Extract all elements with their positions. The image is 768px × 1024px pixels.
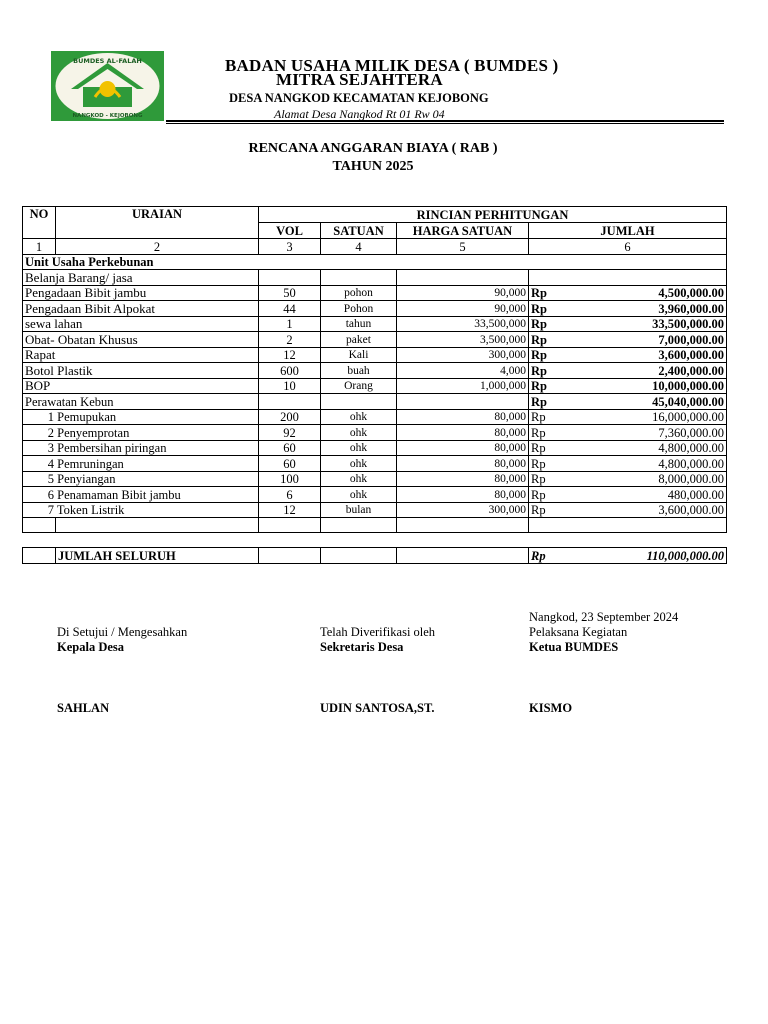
- table-row: [23, 409, 727, 425]
- item-satuan: paket: [321, 332, 397, 348]
- item-vol: 44: [259, 301, 321, 317]
- rp-label: Rp: [529, 548, 562, 564]
- rp-label: Rp: [529, 409, 562, 425]
- table-row: [23, 471, 727, 487]
- table-header-row: [23, 207, 727, 223]
- section-row: [23, 254, 727, 270]
- item-jumlah: 3,600,000.00: [562, 347, 727, 363]
- document-title: RENCANA ANGGARAN BIAYA ( RAB ): [248, 141, 498, 156]
- subitem-harga: 80,000: [397, 456, 529, 472]
- item-uraian: Botol Plastik: [23, 363, 259, 379]
- colnum: 1: [23, 239, 56, 255]
- bumdes-logo: [51, 51, 164, 121]
- item-harga: 90,000: [397, 301, 529, 317]
- right-role: Ketua BUMDES: [529, 640, 619, 654]
- item-jumlah: 7,000,000.00: [562, 332, 727, 348]
- village-name: DESA NANGKOD KECAMATAN KEJOBONG: [229, 91, 489, 105]
- item-vol: 1: [259, 316, 321, 332]
- org-subtitle: MITRA SEJAHTERA: [276, 70, 443, 89]
- item-uraian: Pengadaan Bibit jambu: [23, 285, 259, 301]
- item-uraian: Pengadaan Bibit Alpokat: [23, 301, 259, 317]
- item-uraian: Obat- Obatan Khusus: [23, 332, 259, 348]
- middle-role: Sekretaris Desa: [320, 640, 404, 654]
- item-jumlah: 33,500,000.00: [562, 316, 727, 332]
- subitem-vol: 60: [259, 456, 321, 472]
- col-jumlah: JUMLAH: [529, 223, 727, 239]
- item-satuan: Kali: [321, 347, 397, 363]
- subitem-satuan: ohk: [321, 471, 397, 487]
- item-jumlah: 4,500,000.00: [562, 285, 727, 301]
- table-row: [23, 440, 727, 456]
- item-uraian: Rapat: [23, 347, 259, 363]
- table-row: [23, 316, 727, 332]
- subitem-vol: 6: [259, 487, 321, 503]
- table-row: [23, 301, 727, 317]
- colnum: 6: [529, 239, 727, 255]
- subitem-harga: 80,000: [397, 409, 529, 425]
- rp-label: Rp: [529, 316, 562, 332]
- column-number-row: [23, 239, 727, 255]
- item-satuan: Pohon: [321, 301, 397, 317]
- item-harga: 33,500,000: [397, 316, 529, 332]
- item-jumlah: 3,960,000.00: [562, 301, 727, 317]
- subitem-satuan: ohk: [321, 456, 397, 472]
- table-row: [23, 487, 727, 503]
- col-uraian: URAIAN: [56, 207, 259, 239]
- table-row: [23, 456, 727, 472]
- table-row: [23, 285, 727, 301]
- subitem-satuan: ohk: [321, 425, 397, 441]
- subitem-no: 5: [47, 472, 54, 486]
- subitem-jumlah: 3,600,000.00: [562, 502, 727, 518]
- subitem-uraian: Penamaman Bibit jambu: [57, 487, 181, 502]
- rp-label: Rp: [529, 471, 562, 487]
- logo-text-bottom: NANGKOD - KEJOBONG: [72, 113, 143, 119]
- subitem-vol: 60: [259, 440, 321, 456]
- col-harga: HARGA SATUAN: [397, 223, 529, 239]
- subitem-uraian: Penyemprotan: [57, 425, 130, 440]
- rp-label: Rp: [529, 378, 562, 394]
- table-row: [23, 347, 727, 363]
- subitem-jumlah: 480,000.00: [562, 487, 727, 503]
- item-uraian: BOP: [23, 378, 259, 394]
- rp-label: Rp: [529, 285, 562, 301]
- subitem-no: 7: [47, 503, 54, 517]
- rp-label: Rp: [529, 394, 562, 410]
- subitem-harga: 80,000: [397, 487, 529, 503]
- item-jumlah: 10,000,000.00: [562, 378, 727, 394]
- left-role: Kepala Desa: [57, 640, 125, 654]
- middle-name: UDIN SANTOSA,ST.: [320, 701, 435, 715]
- subitem-no: 3: [47, 441, 54, 455]
- rab-table: [22, 206, 727, 564]
- colnum: 2: [56, 239, 259, 255]
- total-label: JUMLAH SELURUH: [56, 548, 259, 564]
- subitem-uraian: Token Listrik: [56, 503, 125, 517]
- table-row: [23, 425, 727, 441]
- subitem-uraian: Penyiangan: [57, 472, 116, 486]
- section-label: Unit Usaha Perkebunan: [23, 254, 727, 270]
- perawatan-label: Perawatan Kebun: [23, 394, 259, 410]
- subitem-jumlah: 8,000,000.00: [562, 471, 727, 487]
- middle-caption: Telah Diverifikasi oleh: [320, 625, 436, 639]
- col-satuan: SATUAN: [321, 223, 397, 239]
- item-vol: 50: [259, 285, 321, 301]
- place-date: Nangkod, 23 September 2024: [529, 610, 679, 624]
- subitem-harga: 80,000: [397, 425, 529, 441]
- item-jumlah: 2,400,000.00: [562, 363, 727, 379]
- right-caption: Pelaksana Kegiatan: [529, 625, 628, 639]
- rp-label: Rp: [529, 347, 562, 363]
- subitem-satuan: ohk: [321, 487, 397, 503]
- colnum: 3: [259, 239, 321, 255]
- subitem-jumlah: 7,360,000.00: [562, 425, 727, 441]
- subitem-vol: 200: [259, 409, 321, 425]
- table-row: [23, 363, 727, 379]
- item-vol: 2: [259, 332, 321, 348]
- subitem-vol: 12: [259, 502, 321, 518]
- item-satuan: pohon: [321, 285, 397, 301]
- header-rule: [166, 120, 724, 122]
- grand-total: 110,000,000.00: [562, 548, 727, 564]
- rp-label: Rp: [529, 487, 562, 503]
- subitem-no: 2: [47, 425, 54, 440]
- subitem-harga: 300,000: [397, 502, 529, 518]
- document-year: TAHUN 2025: [332, 159, 414, 174]
- rp-label: Rp: [529, 456, 562, 472]
- rp-label: Rp: [529, 363, 562, 379]
- subitem-uraian: Pembersihan piringan: [57, 441, 167, 455]
- address: Alamat Desa Nangkod Rt 01 Rw 04: [274, 107, 445, 121]
- subitem-no: 1: [47, 410, 54, 424]
- subitem-harga: 80,000: [397, 440, 529, 456]
- item-vol: 600: [259, 363, 321, 379]
- subitem-no: 6: [47, 487, 54, 502]
- colnum: 5: [397, 239, 529, 255]
- item-harga: 1,000,000: [397, 378, 529, 394]
- item-harga: 4,000: [397, 363, 529, 379]
- rp-label: Rp: [529, 502, 562, 518]
- colnum: 4: [321, 239, 397, 255]
- rp-label: Rp: [529, 332, 562, 348]
- subitem-satuan: ohk: [321, 440, 397, 456]
- rp-label: Rp: [529, 425, 562, 441]
- table-row: [23, 332, 727, 348]
- item-satuan: tahun: [321, 316, 397, 332]
- org-title: BADAN USAHA MILIK DESA ( BUMDES ): [225, 56, 559, 75]
- table-row: [23, 502, 727, 518]
- left-caption: Di Setujui / Mengesahkan: [57, 625, 188, 639]
- logo-text-top: BUMDES AL-FALAH: [73, 57, 142, 65]
- perawatan-total: 45,040,000.00: [562, 394, 727, 410]
- col-vol: VOL: [259, 223, 321, 239]
- item-vol: 12: [259, 347, 321, 363]
- subitem-vol: 100: [259, 471, 321, 487]
- item-satuan: buah: [321, 363, 397, 379]
- blank-row: [23, 518, 727, 533]
- subitem-jumlah: 4,800,000.00: [562, 440, 727, 456]
- col-rincian: RINCIAN PERHITUNGAN: [259, 207, 727, 223]
- perawatan-row: [23, 394, 727, 410]
- left-name: SAHLAN: [57, 701, 110, 715]
- subitem-no: 4: [47, 456, 54, 471]
- item-vol: 10: [259, 378, 321, 394]
- col-no: NO: [23, 207, 56, 239]
- rp-label: Rp: [529, 301, 562, 317]
- subitem-vol: 92: [259, 425, 321, 441]
- blank-row: [23, 533, 727, 548]
- subitem-jumlah: 16,000,000.00: [562, 409, 727, 425]
- total-row: [23, 548, 727, 564]
- subitem-satuan: bulan: [321, 502, 397, 518]
- item-harga: 90,000: [397, 285, 529, 301]
- rp-label: Rp: [529, 440, 562, 456]
- subitem-uraian: Pemupukan: [57, 410, 117, 424]
- subsection-label: Belanja Barang/ jasa: [23, 270, 259, 286]
- subitem-satuan: ohk: [321, 409, 397, 425]
- item-satuan: Orang: [321, 378, 397, 394]
- table-row: [23, 378, 727, 394]
- subitem-uraian: Pemruningan: [57, 456, 124, 471]
- right-name: KISMO: [529, 701, 573, 715]
- subsection-row: [23, 270, 727, 286]
- subitem-harga: 80,000: [397, 471, 529, 487]
- item-uraian: sewa lahan: [23, 316, 259, 332]
- header-rule-thin: [166, 123, 724, 124]
- item-harga: 300,000: [397, 347, 529, 363]
- subitem-jumlah: 4,800,000.00: [562, 456, 727, 472]
- item-harga: 3,500,000: [397, 332, 529, 348]
